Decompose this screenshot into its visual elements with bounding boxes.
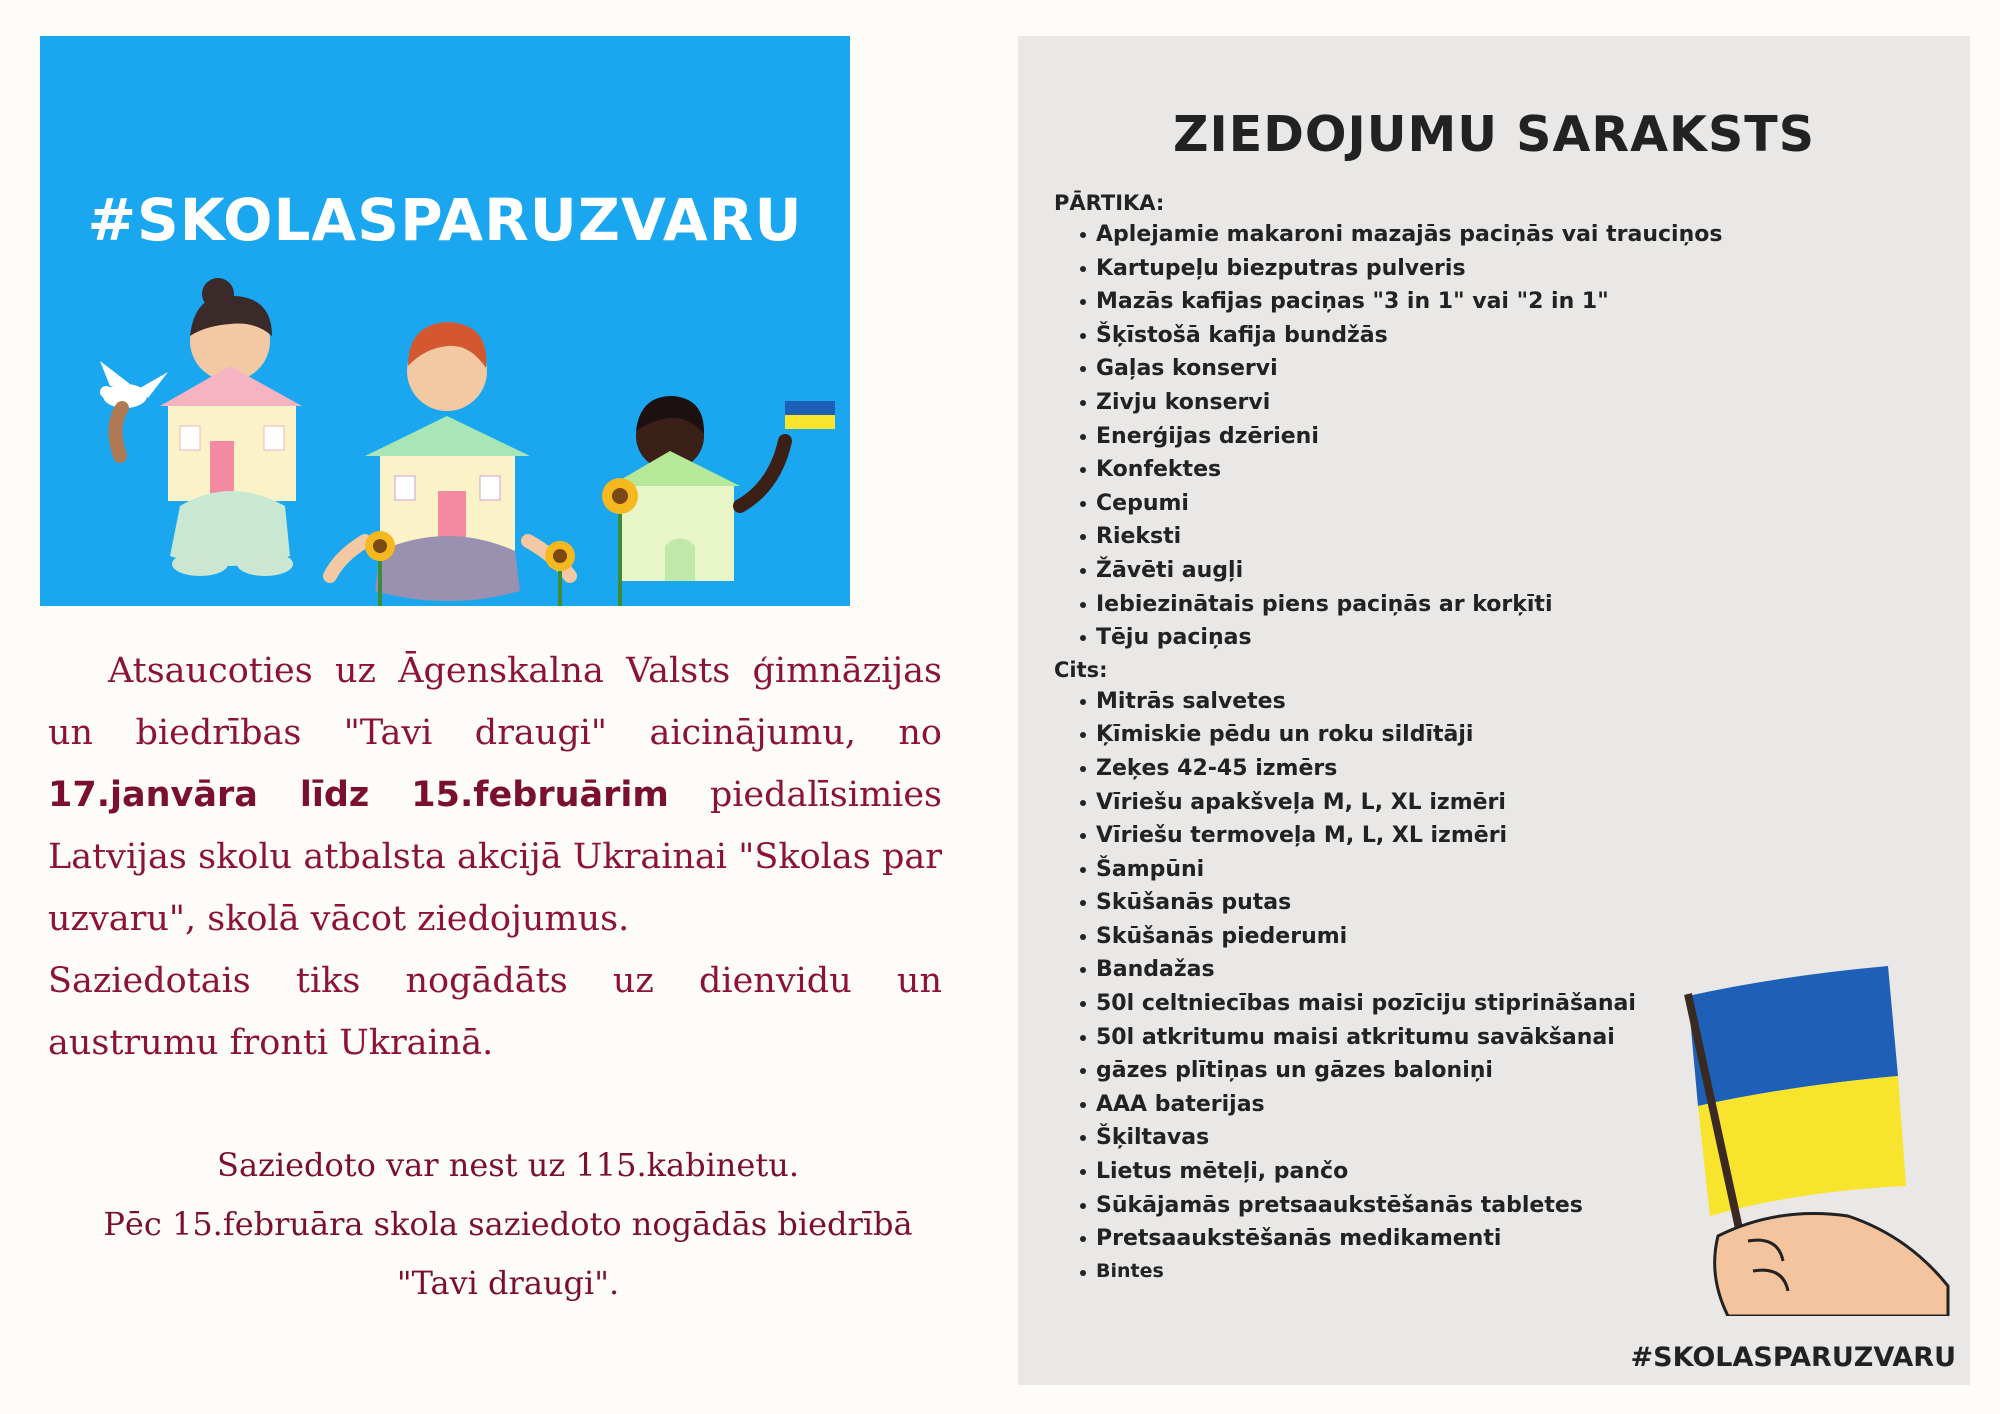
intro-text-end: Saziedotais tiks nogādāts uz dienvidu un austrumu fronti Ukrainā. <box>48 961 942 1063</box>
list-item: Vīriešu termoveļa M, L, XL izmēri <box>1054 819 1694 853</box>
other-heading: Cits: <box>1054 657 1108 682</box>
list-item: Kartupeļu biezputras pulveris <box>1054 252 1694 286</box>
list-item: Gaļas konservi <box>1054 352 1694 386</box>
panel-title: ZIEDOJUMU SARAKSTS <box>1172 106 1816 163</box>
list-item: Skūšanās piederumi <box>1054 920 1694 954</box>
note-line-1: Saziedoto var nest uz 115.kabinetu. <box>217 1146 799 1184</box>
note-line-2: Pēc 15.februāra skola saziedoto nogādās biedrībā <box>103 1205 913 1243</box>
campaign-dates: 17.janvāra līdz 15.februārim <box>48 775 669 815</box>
list-item: 50l atkritumu maisi atkritumu savākšanai <box>1054 1021 1694 1055</box>
food-heading: PĀRTIKA: <box>1054 191 1165 215</box>
campaign-banner <box>40 36 850 606</box>
intro-text-start: Atsaucoties uz Āgenskalna Valsts ģimnāzijas un biedrības "Tavi draugi" aicinājumu, no <box>48 651 942 753</box>
list-item: Mazās kafijas paciņas "3 in 1" vai "2 in 1" <box>1054 285 1694 319</box>
list-item: gāzes plītiņas un gāzes baloniņi <box>1054 1054 1694 1088</box>
ukraine-flag-small-icon <box>785 401 835 429</box>
list-item: Bandažas <box>1054 953 1694 987</box>
list-item: Zeķes 42-45 izmērs <box>1054 752 1694 786</box>
banner-hashtag: #SKOLASPARUZVARU <box>87 186 803 254</box>
list-item: Zivju konservi <box>1054 386 1694 420</box>
child-left-illustration <box>115 278 302 576</box>
list-item: Šķiltavas <box>1054 1121 1694 1155</box>
list-item: Lietus mēteļi, pančo <box>1054 1155 1694 1189</box>
list-item: Cepumi <box>1054 487 1694 521</box>
list-item: Vīriešu apakšveļa M, L, XL izmēri <box>1054 786 1694 820</box>
list-item: Pretsaaukstēšanās medikamenti <box>1054 1222 1694 1256</box>
hand-holding-ukraine-flag-icon <box>1658 936 1958 1316</box>
note-line-3: "Tavi draugi". <box>396 1264 620 1302</box>
list-item: AAA baterijas <box>1054 1088 1694 1122</box>
children-houses-illustration <box>40 36 850 606</box>
donation-list-panel <box>1018 36 1970 1385</box>
list-item: Iebiezinātais piens paciņās ar korķīti <box>1054 588 1694 622</box>
drop-off-note <box>48 1136 968 1313</box>
list-item: Konfektes <box>1054 453 1694 487</box>
list-item: 50l celtniecības maisi pozīciju stiprināšanai <box>1054 987 1694 1021</box>
list-item: Šķīstošā kafija bundžās <box>1054 319 1694 353</box>
donation-list <box>1054 188 1723 1286</box>
list-item: Šampūni <box>1054 853 1694 887</box>
list-item: Tēju paciņas <box>1054 621 1694 655</box>
panel-hashtag: #SKOLASPARUZVARU <box>1630 1342 1956 1373</box>
list-item: Sūkājamās pretsaaukstēšanās tabletes <box>1054 1189 1694 1223</box>
list-item: Mitrās salvetes <box>1054 685 1694 719</box>
list-item: Žāvēti augļi <box>1054 554 1694 588</box>
list-item: Rieksti <box>1054 520 1694 554</box>
list-item: Bintes <box>1054 1256 1694 1286</box>
intro-paragraph <box>48 640 942 1074</box>
dove-icon <box>100 361 168 408</box>
child-middle-illustration <box>330 322 570 601</box>
list-item: Skūšanās putas <box>1054 886 1694 920</box>
list-item: Aplejamie makaroni mazajās paciņās vai trauciņos <box>1054 218 1694 252</box>
list-item: Ķīmiskie pēdu un roku sildītāji <box>1054 718 1694 752</box>
list-item: Enerģijas dzērieni <box>1054 420 1694 454</box>
intro-text-middle: piedalīsimies Latvijas skolu atbalsta akcijā Ukrainai "Skolas par uzvaru", skolā vācot ziedojumus. <box>48 775 943 939</box>
